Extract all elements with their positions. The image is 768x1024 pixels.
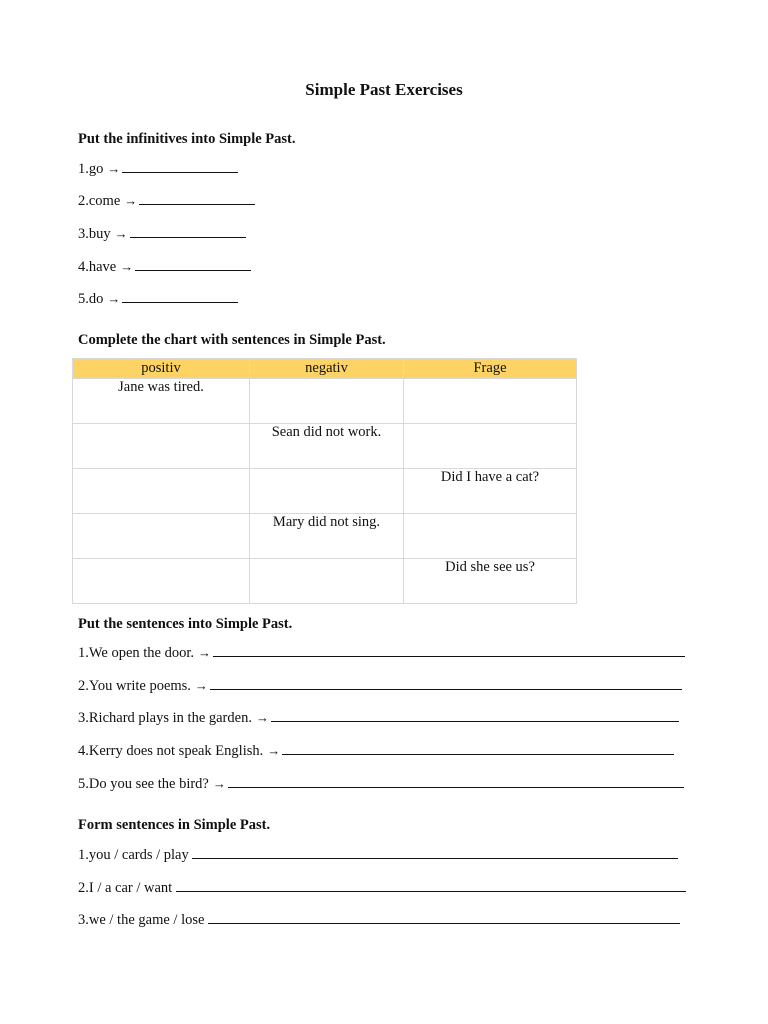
arrow-icon: → (120, 259, 134, 274)
answer-blank[interactable] (122, 290, 238, 303)
infinitive-item (78, 290, 238, 308)
arrow-icon: → (198, 645, 212, 660)
chart-cell[interactable] (250, 469, 404, 514)
sentence-item (78, 775, 684, 793)
item-text: 3.we / the game / lose (78, 912, 205, 928)
section2-heading: Complete the chart with sentences in Simple Past. (78, 332, 386, 348)
arrow-icon: → (194, 678, 208, 693)
chart-cell[interactable] (73, 424, 250, 469)
chart-cell[interactable] (404, 514, 577, 559)
form-sentence-item (78, 846, 678, 864)
chart-cell[interactable]: Jane was tired. (73, 379, 250, 424)
answer-blank[interactable] (192, 846, 678, 859)
answer-blank[interactable] (176, 879, 686, 892)
answer-blank[interactable] (282, 742, 674, 755)
sentence-item (78, 709, 679, 727)
chart-row (73, 379, 577, 424)
chart-cell[interactable] (250, 559, 404, 604)
column-header-negativ: negativ (250, 359, 404, 379)
chart-cell[interactable] (404, 379, 577, 424)
column-header-frage: Frage (404, 359, 577, 379)
item-text: 2.I / a car / want (78, 880, 173, 896)
chart-cell[interactable]: Did I have a cat? (404, 469, 577, 514)
sentence-item (78, 677, 682, 695)
chart-cell[interactable] (73, 514, 250, 559)
sentence-item (78, 644, 685, 662)
chart-row (73, 559, 577, 604)
tense-chart (72, 358, 577, 604)
chart-header-row (73, 359, 577, 379)
arrow-icon: → (267, 743, 281, 758)
answer-blank[interactable] (139, 192, 255, 205)
column-header-positiv: positiv (73, 359, 250, 379)
item-text: 5.Do you see the bird? (78, 776, 209, 792)
item-text: 1.We open the door. (78, 645, 195, 661)
item-text: 5.do (78, 291, 104, 307)
item-text: 2.You write poems. (78, 678, 191, 694)
section4-heading: Form sentences in Simple Past. (78, 817, 271, 833)
page-title: Simple Past Exercises (305, 80, 463, 99)
arrow-icon: → (255, 710, 269, 725)
arrow-icon: → (212, 776, 226, 791)
answer-blank[interactable] (213, 644, 685, 657)
item-text: 4.have (78, 259, 117, 275)
form-sentence-item (78, 911, 680, 929)
item-text: 4.Kerry does not speak English. (78, 743, 264, 759)
chart-cell[interactable] (404, 424, 577, 469)
answer-blank[interactable] (122, 160, 238, 173)
chart-row (73, 424, 577, 469)
chart-row (73, 469, 577, 514)
infinitive-item (78, 225, 246, 243)
infinitive-item (78, 192, 255, 210)
infinitive-item (78, 258, 251, 276)
chart-cell[interactable] (73, 469, 250, 514)
chart-cell[interactable] (73, 559, 250, 604)
form-sentence-item (78, 879, 686, 897)
item-text: 1.you / cards / play (78, 847, 189, 863)
section1-heading: Put the infinitives into Simple Past. (78, 131, 296, 147)
item-text: 3.buy (78, 226, 111, 242)
arrow-icon: → (124, 193, 138, 208)
arrow-icon: → (114, 226, 128, 241)
answer-blank[interactable] (208, 911, 680, 924)
section3-heading: Put the sentences into Simple Past. (78, 616, 293, 632)
item-text: 1.go (78, 161, 104, 177)
answer-blank[interactable] (135, 258, 251, 271)
chart-row (73, 514, 577, 559)
infinitive-item (78, 160, 238, 178)
arrow-icon: → (107, 161, 121, 176)
arrow-icon: → (107, 291, 121, 306)
answer-blank[interactable] (271, 709, 679, 722)
chart-cell[interactable]: Sean did not work. (250, 424, 404, 469)
chart-cell[interactable]: Mary did not sing. (250, 514, 404, 559)
chart-cell[interactable] (250, 379, 404, 424)
item-text: 3.Richard plays in the garden. (78, 710, 252, 726)
answer-blank[interactable] (228, 775, 684, 788)
item-text: 2.come (78, 193, 121, 209)
answer-blank[interactable] (130, 225, 246, 238)
answer-blank[interactable] (210, 677, 682, 690)
sentence-item (78, 742, 674, 760)
chart-cell[interactable]: Did she see us? (404, 559, 577, 604)
